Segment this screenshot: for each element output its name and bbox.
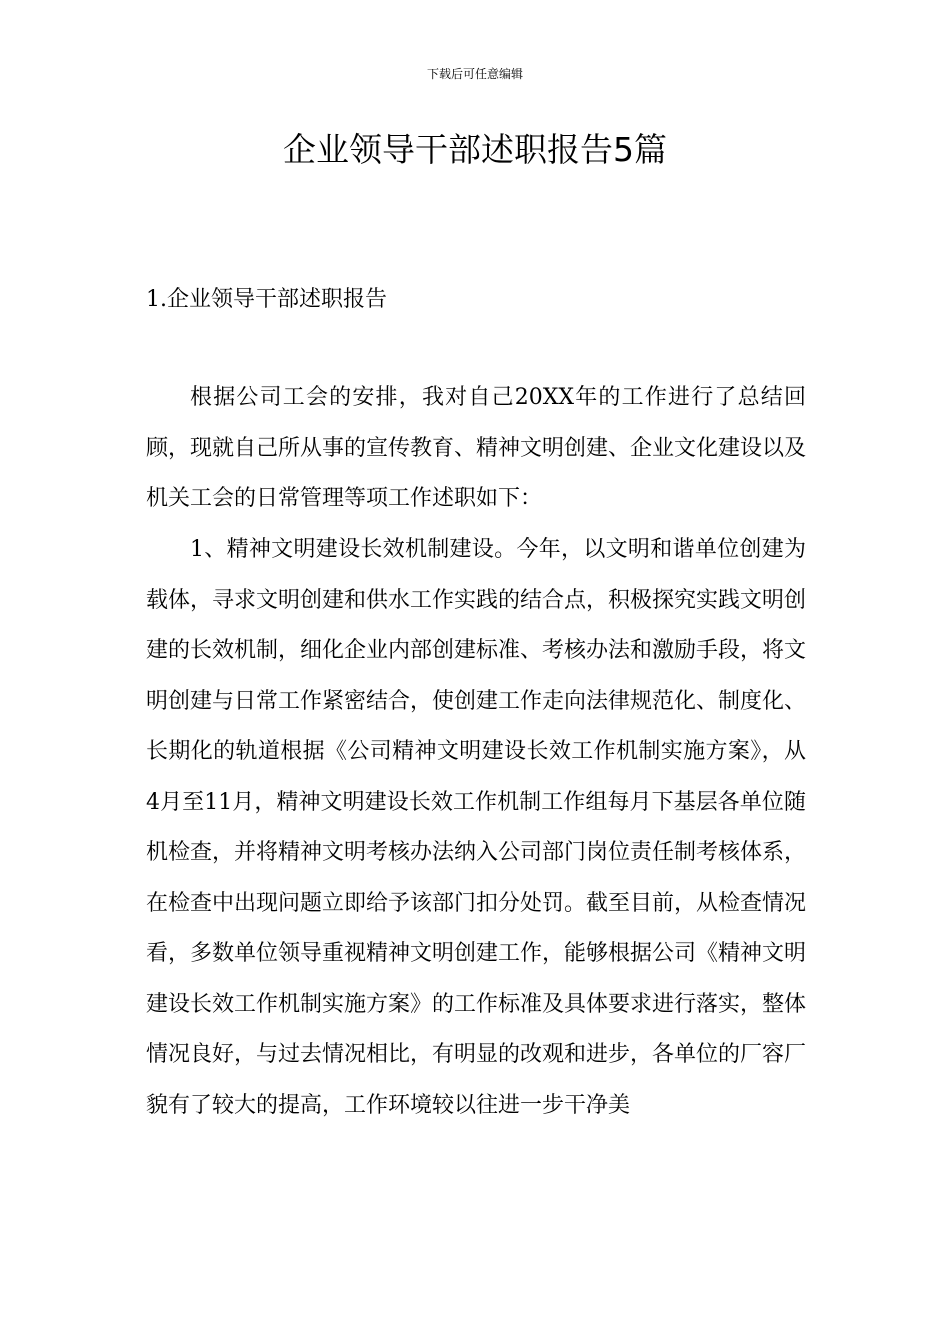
header-note: 下载后可任意编辑 <box>426 67 523 81</box>
body-paragraph: 根据公司工会的安排，我对自己20XX年的工作进行了总结回顾，现就自己所从事的宣传教育、精神文明创建、企业文化建设以及机关工会的日常管理等项工作述职如下： <box>146 385 807 511</box>
document-title: 企业领导干部述职报告5篇 <box>283 130 667 169</box>
section-heading: 1.企业领导干部述职报告 <box>146 287 387 312</box>
body-paragraph: 1、精神文明建设长效机制建设。今年，以文明和谐单位创建为载体，寻求文明创建和供水工作实践的结合点，积极探究实践文明创建的长效机制，细化企业内部创建标准、考核办法和激励手段，将文明创建与日常工作紧密结合，使创建工作走向法律规范化、制度化、长期化的轨道根据《公司精神文明建设长效工作机制实施方案》，从4月至11月，精神文明建设长效工作机制工作组每月下基层各单位随机检查，并将精神文明考核办法纳入公司部门岗位责任制考核体系，在检查中出现问题立即给予该部门扣分处罚。截至目前，从检查情况看，多数单位领导重视精神文明创建工作，能够根据公司《精神文明建设长效工作机制实施方案》的工作标准及具体要求进行落实，整体情况良好，与过去情况相比，有明显的改观和进步，各单位的厂容厂貌有了较大的提高，工作环境较以往进一步干净美 <box>146 537 807 1118</box>
